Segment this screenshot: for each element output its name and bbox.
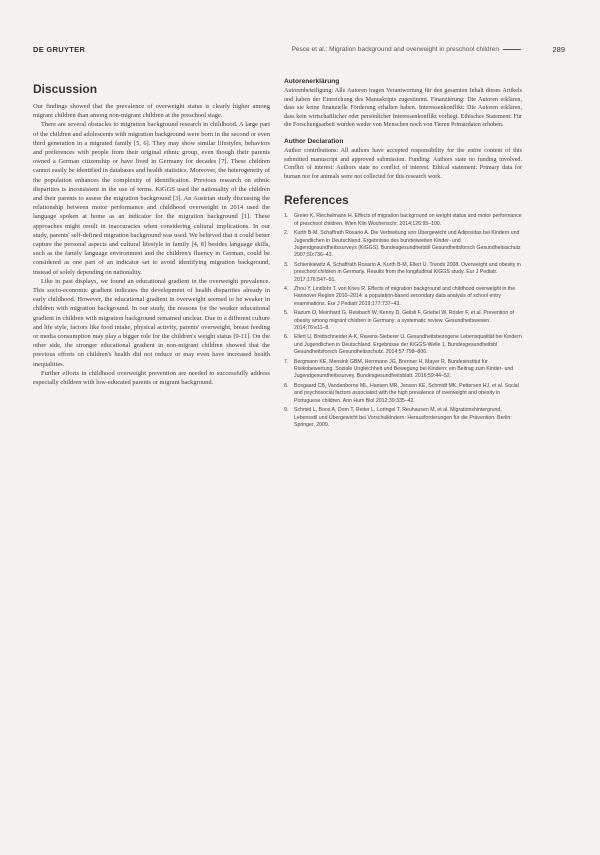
reference-item [284,310,522,332]
reference-number: 1. [284,213,289,220]
reference-number: 9. [284,407,289,414]
reference-text: Zhou Y, Lindlohr T, von Kries R. Effects of migration background and childhood overweight in the Hannover Region 2010–2014: a population-based secondary data analysis of school entry examinations. Eur J Pediatr 2019;177:737–43. [294,286,516,307]
author-declaration-heading: Author Declaration [284,137,344,145]
discussion-paragraph: Further efforts in childhood overweight prevention are needed to successfully address especially children with low-educated parents or migrant background. [33,369,270,387]
left-column [33,82,270,387]
references-heading: References [284,193,349,208]
page-header [33,45,565,59]
reference-text: Schienkiewitz A, Schaffrath Rosario A, Kurth B-M, Ellert U. Trends 2008. Overweight and obesity in preschool children in Germany. Results from the longitudinal KiGGS study. Eur J Pediatr. 2017;176:547–51. [294,261,521,283]
reference-item [284,359,522,381]
running-head [292,46,525,53]
reference-number: 8. [284,382,289,389]
reference-number: 4. [284,286,289,292]
reference-text: Schmid L, Boos A, Dorn T, Reiter L, Loringel T, Reuhausen M, et al. Migrationshintergrund, Lebensstil und Übergewicht bei Vorschulkindern: Herausforderungen für die Prävention. Berlin: Springer, 2009. [294,407,512,428]
discussion-paragraph: There are several obstacles to migration background research in childhood. A large part of the children and adolescents with migration background were born in the second or even third generation in a migrated family [5, 6]. They may show similar lifestyles, behaviors and preferences with people from their original ethnic group, even though their parents owned a German citizenship or have lived in Germany for decades [7]. These children cannot easily be identified in databases and health statistics. Moreover, the heterogeneity of the population enhances the complexity of identification. Previous research on ethnic disparities is inconsistent in the use of terms. KiGGS used the nationality of the children and their parents to assess the migration background [3]. An Austrian study discussing the relationship between motor performance and childhood overweight in 2014 used the language spoken at home as an indicator for the migration background [1]. These approaches might result in inaccuracies when considering cultural implications. In our study, parents' self-defined migration background was used. We believed that it could better capture the personal aspects and cultural lifestyle in family [4, 8] besides language skills, such as the family language environment and the children's fluency in German, could be considered as one part of an indicator set to avoid identifying migration background, instead of solely depending on nationality. [33,121,270,276]
author-declaration-text: Author contributions: All authors have accepted responsibility for the entire content of this submitted manuscript and approved submission. Funding: Authors state no funding involved. Conflict of interest: Authors state no conflict of interest. Ethical statement: Primary data for human nor for animals were not collected for this research work. [284,147,522,180]
reference-list [284,213,522,429]
reference-item [284,262,522,284]
reference-item [284,407,522,429]
author-declaration [284,138,522,181]
header-rule [503,49,521,50]
reference-item [284,213,522,228]
author-statement-text: Autorenbeteiligung: Alle Autoren tragen Verantwortung für den gesamten Inhalt dieses Artikels und haben der Einreichung des Manuskripts zugestimmt. Finanzierung: Die Autoren erklären, dass sie keine finanzielle Förderung erhalten haben. Interessenkonflikt: Die Autoren erklären, dass kein wirtschaftlicher oder persönlicher Interessenkonflikt vorliegt. Ethisches Statement: Für die Forschungsarbeit wurden weder von Menschen noch von Tieren Primärdaten erhoben. [284,88,522,129]
reference-number: 7. [284,358,289,365]
reference-text: Ellert U, Brettschneider A-K, Ravens-Sieberer U. Gesundheitsbezogene Lebensqualität bei Kindern und Jugendlichen in Deutschland. Ergebnisse der KiGGS-Welle 1. Bundesgesundheitsbl Gesundheitsforsch Gesundheitsschutz. 2014;57:798–806. [294,334,522,356]
reference-number: 6. [284,334,289,341]
discussion-paragraph: Our findings showed that the prevalence of overweight status is clearly higher among migrant children than among non-migrant children at the preschool stage. [33,103,270,120]
reference-number: 3. [284,261,289,268]
discussion-heading: Discussion [33,82,98,96]
reference-number: 2. [284,230,289,237]
reference-text: Greier K, Riechelmann H. Effects of migration background on weight status and motor performance of preschool children. Wien Klin Wochenschr. 2014;126:95–100. [294,213,522,227]
reference-item [284,383,522,405]
discussion-paragraph: Like in past displays, we found an educational gradient in the overweight prevalence. This socio-economic gradient indicates the development of health disparities already in early childhood. However, the educational gradient in overweight seemed to be weaker in children with migration background. In our study, the reasons for the weaker educational gradient in children with migration background remained unclear. Due to a different culture and life style, factors like food intake, physical activity, parents' overweight, breast feeding or media consumption may play a bigger role for the children's weight status [9-11]. On the other side, the stronger educational gradient in non-migrant children showed that the previous efforts on children's health did not reduce or may even have increased health inequalities. [33,277,270,368]
author-statement-heading: Autorenerklärung [284,78,340,85]
reference-item [284,286,522,308]
author-statement [284,78,522,130]
running-head-text: Pesce et al.: Migration background and overweight in preschool children [291,46,499,53]
publisher-logo: DE GRUYTER [33,45,86,54]
reference-text: Bergmann KE, Mensink GBM, Herrmann JG, Brenner H, Mayer R, Bundesinstitut für Risikobewertung. Soziale Ungleichheit und Bewegung bei Kindern: ein Beitrag zum Kinder- und Jugendgesundheitssurvey. Bundesgesundheitsblatt. 2016;59:44–52. [294,358,514,380]
reference-text: Razum O, Meinhard G, Reisbach W, Kenny D, Gelisli F, Griebel W, Rösler F, et al. Prevention of obesity among migrant children in Germany: a systematic review. Gesundheitswesen. 2014;76:e11–8. [294,310,514,332]
page-number: 289 [552,45,565,54]
reference-text: Bosgaard CB, Vandenborne ML, Hansen MR, Jensen KE, Schmidt MK, Pettersen HJ, et al. Social and psychosocial factors associated with the high prevalence of overweight and obesity in Portuguese children. Ann Hum Biol 2012;39:335–42. [294,382,519,404]
reference-item [284,230,522,260]
reference-item [284,334,522,356]
reference-text: Kurth B-M, Schaffrath Rosario A. Die Verbreitung von Übergewicht und Adipositas bei Kindern und Jugendlichen in Deutschland. Ergebnisse des bundesweiten Kinder- und Jugendgesundheitssurveys (KiGGS). Bundesgesundheitsbl Gesundheitsforsch Gesundheitsschutz 2007;50:736–43. [294,230,521,259]
right-column [284,78,522,431]
reference-number: 5. [284,310,289,317]
